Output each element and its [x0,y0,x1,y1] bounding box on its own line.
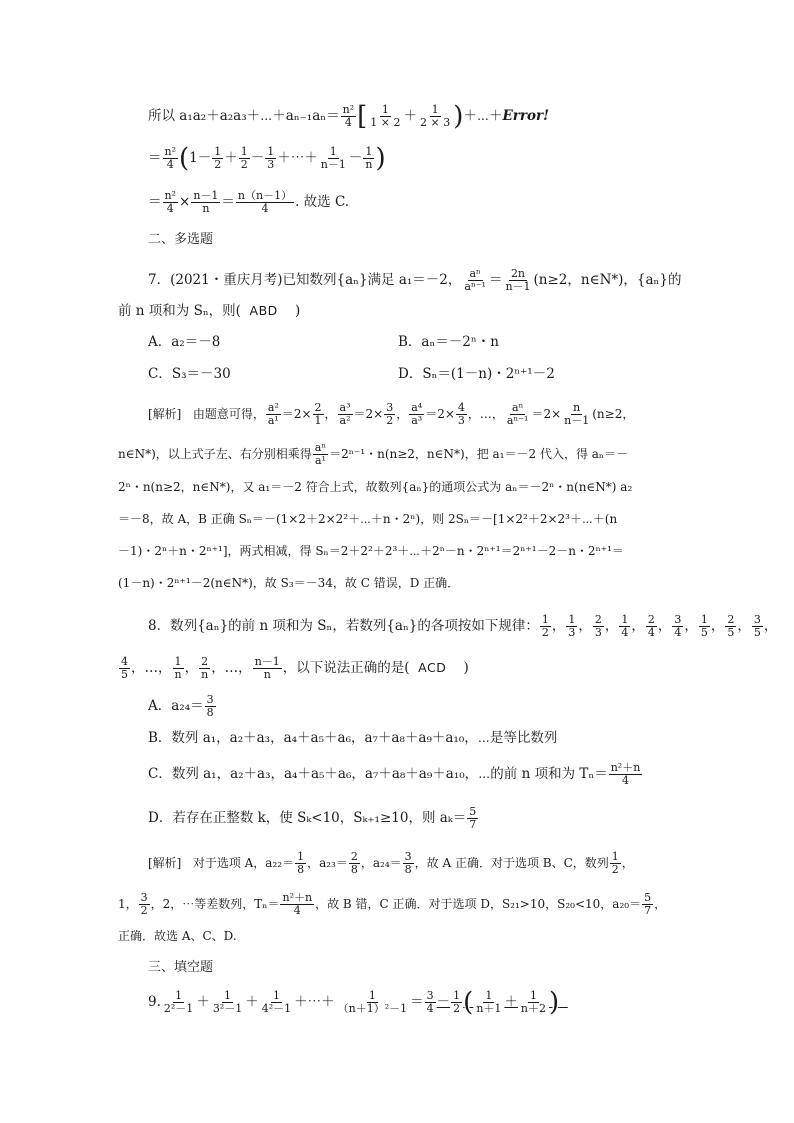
q8-seq-term [593,614,604,639]
l2-f3-num: 1 [267,145,275,158]
q8-optc-den: 4 [622,774,629,787]
q8-seq-term-den: 2 [541,626,549,639]
q8-seq-term-den: 3 [568,626,576,639]
q8-s2a [119,656,130,681]
l2-frac-2 [239,146,250,171]
l3-result-den: 4 [261,202,269,215]
l2-frac-1 [212,146,223,171]
q9-t3-den: 4²－1 [261,1002,292,1015]
l3-frac-num: n－1 [193,189,219,202]
q8-a-f4-num: 1 [611,850,619,863]
q8-opta-frac [205,694,216,719]
q8-s2a-den: 5 [121,668,128,681]
q9-t2 [211,990,244,1015]
l3-frac [191,190,220,215]
q9-b1 [474,990,503,1015]
q9-a2 [451,990,462,1015]
q8-s2d-den: n [263,668,271,681]
q9-minus: － [436,994,451,1010]
q8-a-l2-d: ， [654,897,667,911]
q7-a-l1-d: ＝2× [353,407,384,421]
q7-a-v4-num: n [573,401,581,414]
q7-a-f2-num: a³ [339,401,351,414]
q8-seq-comma: ， [684,618,698,634]
coef-num: n² [342,103,355,116]
l3-coef-num: n² [164,189,176,202]
l2-frac-4 [319,146,348,171]
q8-seq-term [619,614,630,639]
q8-optd-den: 7 [469,818,477,831]
q8-a-f2-num: 2 [350,850,358,863]
q8-s2c-den: n [201,668,209,681]
q8-seq-term-num: 2 [594,613,602,626]
q8-seq-comma: ， [578,618,592,634]
l2-t5: － [348,150,363,166]
q8-s2d-num: n－1 [254,655,280,668]
q8-optc-pre: C．数列 a₁，a₂＋a₃，a₄＋a₅＋a₆，a₇＋a₈＋a₉＋a₁₀，⋯的前 n 项和为 Tₙ＝ [148,766,608,782]
frac-1 [368,104,402,129]
q8-seq-term [540,614,551,639]
q7-analysis-line-6: (1－n)・2ⁿ⁺¹－2(n∈N*)，故 S₃＝－34，故 C 错误，D 正确． [118,576,460,590]
q8-a-l2-a: 1， [118,897,138,911]
q7-a-l1-g: ，…， [467,407,504,421]
q9-t1-den: 2²－1 [163,1002,194,1015]
q8-seq-comma: ， [551,618,566,634]
q8-seq-term [672,614,683,639]
q7-option-a: A．a₂＝－8 [148,334,221,350]
q8-answer: ACD [418,660,447,675]
l2-frac-5 [363,146,374,171]
q8-a-f5 [139,892,150,917]
q7-a-l1-a: 由题意可得， [192,407,265,421]
q8-s2a-num: 4 [121,655,128,668]
section-3-title: 三、填空题 [148,960,214,975]
l2-f4-num: 1 [329,145,337,158]
q8-text2: ，以下说法正确的是( [282,660,410,676]
q8-seq-term [725,614,736,639]
q8-seq-comma: ， [710,618,725,634]
l2-f5-num: 1 [365,145,373,158]
q8-a-l1-a: 对于选项 A，a₂₂＝ [192,856,295,870]
q8-a-f4-den: 2 [611,863,619,876]
q7-a-f3-num: a⁴ [411,401,423,414]
q8-seq-term [646,614,657,639]
q8-seq-term-num: 1 [541,613,549,626]
q9-b2-num: 1 [529,989,537,1002]
q7-a-v3-den: 3 [457,414,465,427]
q8-seq-term-num: 1 [700,613,708,626]
q8-a-f7-num: 5 [644,891,652,904]
q7-frac-2 [503,268,532,293]
q8-a-f5-den: 2 [140,904,148,917]
q9-a1-num: 3 [426,989,434,1002]
q9-t3-num: 1 [272,989,280,1002]
l3-eq: ＝ [221,194,235,210]
q8-text1: 8．数列{aₙ}的前 n 项和为 Sₙ，若数列{aₙ}的各项按如下规律： [148,618,539,634]
q8-optc-num: n²＋n [610,761,641,774]
q8-a-f1-den: 8 [297,863,305,876]
q8-seq-term [699,614,710,639]
q8-seq-term-num: 1 [568,613,576,626]
q9-a2-den: 2 [453,1002,461,1015]
q8-close: ) [463,660,469,676]
q7-text3: 前 n 项和为 Sₙ，则( [118,303,241,319]
l3-result-num: n（n－1） [237,189,293,202]
q7-close: ) [294,303,301,319]
q8-sequence [539,613,778,639]
q8-stem-line-2: $\frac{4}{5}$ ，…， $\frac{1}{n}$ ， $\frac{2}{n}$ ，…， $\frac{n-1}{n}$ ，以下说法正确的是( ACD ) [121,655,469,681]
prev-solution-line-1: 所以 a₁a₂＋a₂a₃＋⋯＋aₙ₋₁aₙ＝ $\frac{\text{n²}}{4}$ [ $\frac{1}{1 \times 2}$ ＋ $\frac{1}{2 \times 3}$ )＋⋯＋Error! [148,101,550,132]
q8-opta-num: 3 [206,693,214,706]
q8-analysis-line-3: 正确．故选 A、C、D. [118,929,237,943]
q7-stem-line-2 [118,303,300,319]
q7-eq: ＝ [488,272,503,288]
q9-t2-den: 3²－1 [212,1002,243,1015]
q8-seq-term-num: 3 [674,613,682,626]
q8-seq-term-den: 3 [594,626,602,639]
q8-seq-term-den: 4 [674,626,682,639]
q7-analysis-label: [解析] [148,407,182,421]
tail-text: ＋⋯＋ [463,108,503,124]
q8-s2c [199,656,210,681]
q9-t4-den: （n＋1）²－1 [337,1002,408,1015]
q9-a2-num: 1 [453,989,461,1002]
prev-sum-prefix: 所以 a₁a₂＋a₂a₃＋⋯＋aₙ₋₁aₙ＝ [148,108,340,124]
l3-result [236,190,294,215]
q8-seq-comma: ， [763,618,778,634]
q8-a-f7 [642,892,653,917]
l2-f3-den: 3 [267,158,275,171]
q7-a-l1-h: ＝2× [531,407,562,421]
q7-a-l1-c: ， [324,407,337,421]
q7-a-f1-den: a¹ [267,414,279,427]
q8-a-f3-den: 8 [404,863,412,876]
q8-a-f5-num: 3 [140,891,148,904]
q7-a-v2-den: 2 [386,414,394,427]
q7-analysis-line-4: ＝－8，故 A，B 正确 Sₙ＝－(1×2＋2×2²＋⋯＋n・2ⁿ)，则 2Sₙ＝－[1×2²＋2×2³＋⋯＋(n [118,512,618,526]
q9-t3 [260,990,293,1015]
q9-pre: 9. [148,994,161,1010]
q9-p2: ＋ [245,994,259,1010]
q7-text1: 7．(2021・重庆月考)已知数列{aₙ}满足 a₁＝－2， [148,272,462,288]
q8-s2c-num: 2 [201,655,209,668]
frac-2-num: 1 [431,103,439,116]
l2-t1: 1－ [189,150,212,166]
prev-solution-line-3: ＝ $\frac{\text{n²}}{4}$ × $\frac{n-1}{n}$ ＝ $\frac{n(n-1)}{4}$ . 故选 C. [148,189,350,215]
q7-a-f3-den: a³ [411,414,423,427]
q8-option-a [148,694,217,719]
q8-option-d [148,806,479,831]
q9-t1-num: 1 [175,989,183,1002]
q9-plus: ＋ [504,994,518,1010]
q9-eq: ＝ [410,994,424,1010]
q8-a-l1-d: ，故 A 正确．对于选项 B、C，数列 [414,856,609,870]
q8-analysis-line-1 [148,851,634,876]
q7-stem-line-1 [148,268,681,293]
frac-2 [418,104,452,129]
q7-a-l1-e: ， [396,407,409,421]
q8-a-f2 [349,851,360,876]
q8-s2b-num: 1 [174,655,182,668]
q8-seq-term-num: 1 [621,613,629,626]
q7-frac-1 [462,268,488,293]
coef2-den: 4 [166,158,174,171]
l3-coef-den: 4 [166,202,174,215]
q7-a-l2-a: n∈N*)，以上式子左、右分别相乘得 [118,447,312,461]
q9-t2-num: 1 [224,989,232,1002]
q7-a-l1-b: ＝2× [281,407,312,421]
q7-a-f2-den: a² [339,414,351,427]
q9-a1-den: 4 [426,1002,434,1015]
q7-a-f1 [266,402,281,427]
q9-a1 [425,990,436,1015]
q8-a-l1-b: ，a₂₃＝ [307,856,348,870]
coef-den: 4 [344,116,352,129]
q8-seq-term-den: 5 [753,626,761,639]
q8-a-f1 [295,851,306,876]
q7-option-b: B．aₙ＝－2ⁿ・n [398,334,499,350]
l2-frac-3 [265,146,276,171]
q7-a-f4 [505,402,531,427]
q8-a-f6 [280,892,314,917]
frac-1-num: 1 [381,103,389,116]
q8-a-f1-num: 1 [297,850,305,863]
l3-tail: . 故选 C. [295,194,350,210]
q8-a-f4 [610,851,621,876]
l2-f1-num: 1 [214,145,222,158]
l2-f5-den: n [365,158,373,171]
frac-1-den: 1 × 2 [370,116,401,129]
q8-analysis-line-2 [118,892,666,917]
l2-t4: ＋⋯＋ [277,150,318,166]
prev-solution-line-2: ＝ $\frac{\text{n²}}{4}$ (1－ $\frac{1}{2}$ ＋ $\frac{1}{2}$ － $\frac{1}{3}$ ＋⋯＋ $\frac{1}{n-1}$ － $\frac{1}{n}$ ) [148,143,386,174]
q7-a-v3-num: 4 [457,401,465,414]
q8-a-f6-den: 4 [293,904,301,917]
q9-t4-num: 1 [368,989,376,1002]
q7-analysis-line-5: －1)・2ⁿ＋n・2ⁿ⁺¹]，两式相减，得 Sₙ＝2＋2²＋2³＋⋯＋2ⁿ－n・2ⁿ⁺¹＝2ⁿ⁺¹－2－n・2ⁿ⁺¹＝ [118,544,624,558]
frac-2-den: 2 × 3 [419,116,451,129]
q7-analysis-line-3: 2ⁿ・n(n≥2，n∈N*)，又 a₁＝－2 符合上式，故数列{aₙ}的通项公式为 aₙ＝－2ⁿ・n(n∈N*) a₂ [118,480,633,494]
q8-option-b: B．数列 a₁，a₂＋a₃，a₄＋a₅＋a₆，a₇＋a₈＋a₉＋a₁₀，⋯是等比数列 [148,730,558,746]
q8-seq-comma: ， [737,618,751,634]
q7-frac-1-num: aⁿ [469,267,481,280]
q8-seq-comma: ， [657,618,672,634]
q8-seq-term-den: 4 [647,626,655,639]
q7-text2: (n≥2，n∈N*)，{aₙ}的 [533,272,682,288]
q9-b2-den: n＋2 [520,1002,546,1015]
q7-frac-2-num: 2n [510,267,526,280]
q8-a-f3 [403,851,414,876]
l3-times: × [179,194,191,210]
q8-optc-frac [609,762,643,787]
q8-seq-term-num: 2 [727,613,735,626]
q9-b2 [519,990,548,1015]
q8-seq-comma: ， [604,618,619,634]
q9-t4 [336,990,410,1015]
q8-analysis-label: [解析] [148,856,182,870]
q8-seq-comma: ， [631,618,645,634]
q7-frac-1-den: aⁿ⁻¹ [464,280,486,293]
q8-a-f3-num: 3 [404,850,412,863]
q9-answer: $\frac{3}{4}$ － $\frac{1}{2}$ ( $\frac{1}{n+1}$ ＋ $\frac{1}{n+2}$ ) [426,987,560,1018]
q8-seq-term-num: 2 [647,613,655,626]
q8-stem-line-1 [148,614,777,639]
q7-frac-2-den: n－1 [505,280,531,293]
q9-p3: ＋⋯＋ [294,994,335,1010]
q9-b1-den: n＋1 [476,1002,502,1015]
q9-t1 [162,990,195,1015]
q7-a-v2 [384,402,395,427]
q7-a-f4-num: aⁿ [512,401,524,414]
q7-analysis-line-1 [148,402,634,427]
q7-a-v4-den: n－1 [564,414,590,427]
q8-a-f2-den: 8 [350,863,358,876]
q7-a-v1 [313,402,324,427]
q8-s2d [253,656,282,681]
q7-a-v3 [456,402,467,427]
l2-f2-num: 1 [240,145,248,158]
q7-a-f3 [409,402,424,427]
l2-f1-den: 2 [214,158,222,171]
q7-a-l2-b: ＝2ⁿ⁻¹・n(n≥2，n∈N*)，把 a₁＝－2 代入，得 aₙ＝－ [329,447,629,461]
q8-a-f6-num: n²＋n [282,891,313,904]
q8-seq-term [752,614,763,639]
l3-coef [163,190,179,215]
q8-a-l1-c: ，a₂₄＝ [360,856,402,870]
q7-a-l2-frac [313,442,328,467]
q8-a-l2-c: ，故 B 错，C 正确．对于选项 D，S₂₁>10，S₂₀<10，a₂₀＝ [315,897,642,911]
l2-t3: － [250,150,265,166]
q7-a-v1-den: 1 [314,414,322,427]
q7-a-l2-frac-num: aⁿ [314,441,327,454]
coef2-fraction [163,146,179,171]
q9-p1: ＋ [196,994,210,1010]
q7-analysis-line-2 [118,442,628,467]
l2-t2: ＋ [224,150,238,166]
q8-seq-term-num: 3 [753,613,761,626]
coef2-num: n² [164,145,176,158]
q7-a-l1-i: (n≥2， [592,407,635,421]
q7-a-f2 [338,402,353,427]
q8-opta-den: 8 [206,706,214,719]
q9-stem [148,987,568,1018]
l2-f2-den: 2 [240,158,248,171]
q8-a-l2-b: ，2，⋯等差数列，Tₙ＝ [150,897,280,911]
q8-seq-term-den: 4 [621,626,629,639]
q7-a-f4-den: aⁿ⁻¹ [506,414,529,427]
q7-a-l2-frac-den: a¹ [314,454,326,467]
q8-seq-term-den: 5 [700,626,708,639]
error-text: Error! [502,108,550,124]
q8-dots: ，…， [131,660,172,676]
q7-a-v2-num: 3 [386,401,394,414]
q8-seq-term [566,614,577,639]
q8-a-f7-den: 7 [644,904,652,917]
q8-optd-num: 5 [469,805,477,818]
q8-dots2: ，…， [211,660,252,676]
section-2-title: 二、多选题 [148,232,214,247]
q7-a-v1-num: 2 [314,401,322,414]
coef-fraction [341,104,357,129]
l2-f4-den: n－1 [320,158,346,171]
q9-b1-num: 1 [485,989,493,1002]
q8-a-l1-e: ， [621,856,634,870]
q7-option-c: C．S₃＝－30 [148,366,231,382]
q8-optd-frac [467,806,478,831]
l3-frac-den: n [202,202,210,215]
q8-optd-pre: D．若存在正整数 k，使 Sₖ<10，Sₖ₊₁≥10，则 aₖ＝ [148,810,467,826]
q8-opta-pre: A．a₂₄＝ [148,698,204,714]
q7-a-f1-num: a² [267,401,279,414]
q7-a-v4 [562,402,591,427]
q7-answer: ABD [249,303,278,318]
q8-s2b [173,656,184,681]
q8-option-c [148,762,643,787]
q7-option-d: D．Sₙ＝(1－n)・2ⁿ⁺¹－2 [398,366,555,382]
q7-a-l1-f: ＝2× [425,407,455,421]
q8-seq-term-den: 5 [727,626,735,639]
q8-s2b-den: n [174,668,182,681]
